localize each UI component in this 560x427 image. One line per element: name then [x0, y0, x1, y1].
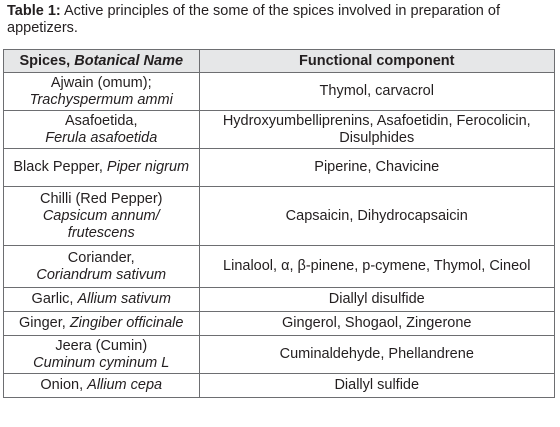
component-cell: Hydroxyumbelliprenins, Asafoetidin, Ferocolicin, Disulphides [199, 111, 555, 149]
spice-botanical-name: Cuminum cyminum L [33, 354, 170, 371]
table-row [4, 73, 555, 111]
table-caption [7, 3, 557, 37]
table-row [4, 374, 555, 398]
table-row [4, 187, 555, 246]
spice-cell [4, 187, 200, 246]
header-spices-italic: Botanical Name [74, 52, 184, 69]
spice-cell [4, 73, 200, 111]
spice-botanical-name: Coriandrum sativum [36, 266, 167, 283]
component-cell: Linalool, α, β-pinene, p-cymene, Thymol, Cineol [199, 246, 555, 288]
component-cell: Diallyl disulfide [199, 288, 555, 312]
spice-cell [4, 111, 200, 149]
spice-cell [4, 336, 200, 374]
component-cell: Piperine, Chavicine [199, 149, 555, 187]
table-row [4, 111, 555, 149]
spice-botanical-name: Allium cepa [87, 377, 163, 393]
spice-cell [4, 374, 200, 398]
header-spices [4, 50, 200, 73]
spice-common-name: Jeera (Cumin) [55, 337, 148, 354]
spice-common-name: Coriander, [67, 249, 135, 266]
table-row [4, 312, 555, 336]
spice-botanical-name: Ferula asafoetida [45, 129, 158, 146]
table-row [4, 149, 555, 187]
caption-label: Table 1: [7, 3, 61, 19]
component-cell: Capsaicin, Dihydrocapsaicin [199, 187, 555, 246]
spice-common-name: Garlic, [31, 291, 74, 307]
spice-common-name: Ginger, [19, 315, 66, 331]
caption-text: Active principles of the some of the spices involved in preparation of appetizers. [7, 3, 500, 36]
header-functional-component: Functional component [199, 50, 555, 73]
spice-botanical-name: Capsicum annum/ frutescens [42, 207, 160, 241]
spice-botanical-name: Allium sativum [77, 291, 171, 307]
spice-common-name: Onion, [40, 377, 84, 393]
spice-cell [4, 312, 200, 336]
spice-common-name: Asafoetida, [64, 112, 138, 129]
spice-common-name: Ajwain (omum); [50, 74, 152, 91]
component-cell: Thymol, carvacrol [199, 73, 555, 111]
table-row [4, 336, 555, 374]
component-cell: Diallyl sulfide [199, 374, 555, 398]
spices-table [3, 49, 555, 398]
table-row [4, 288, 555, 312]
component-cell: Cuminaldehyde, Phellandrene [199, 336, 555, 374]
spice-common-name: Black Pepper, [13, 159, 103, 175]
spice-common-name: Chilli (Red Pepper) [40, 190, 163, 207]
spice-cell [4, 288, 200, 312]
spice-botanical-name: Trachyspermum ammi [29, 91, 173, 108]
spice-botanical-name: Piper nigrum [106, 159, 190, 175]
header-spices-plain: Spices, [19, 52, 75, 69]
spice-cell [4, 149, 200, 187]
table-row [4, 246, 555, 288]
spice-cell [4, 246, 200, 288]
table-header-row [4, 50, 555, 73]
spice-botanical-name: Zingiber officinale [69, 315, 184, 331]
component-cell: Gingerol, Shogaol, Zingerone [199, 312, 555, 336]
